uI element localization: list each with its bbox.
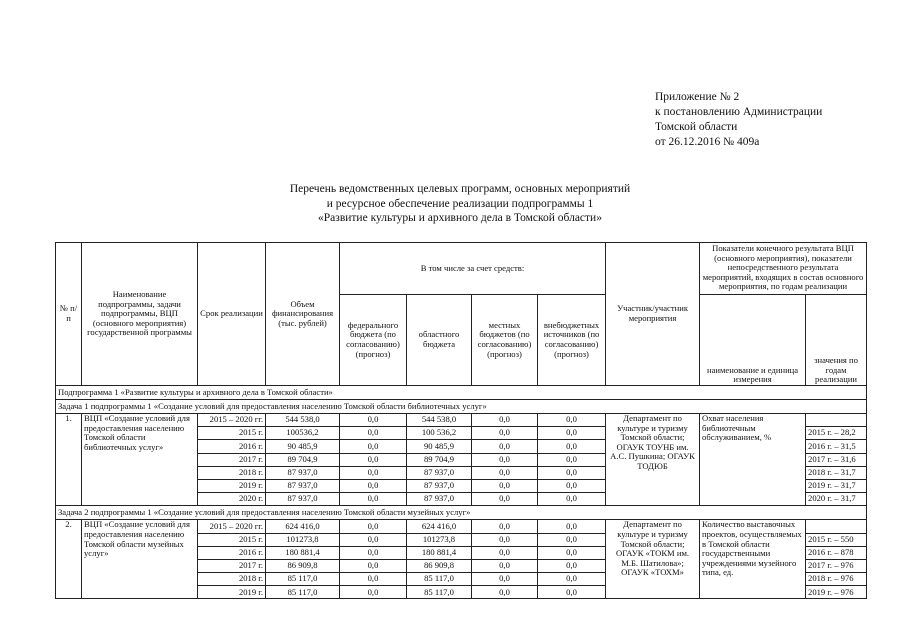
volume-cell: 85 117,0 (266, 586, 340, 599)
regional-cell: 85 117,0 (407, 573, 472, 586)
period-cell: 2020 г. (198, 493, 266, 506)
appendix-line: Приложение № 2 (655, 91, 740, 103)
volume-cell: 180 881,4 (266, 546, 340, 559)
volume-cell: 87 937,0 (266, 466, 340, 479)
local-cell: 0,0 (472, 479, 538, 492)
regional-cell: 180 881,4 (407, 546, 472, 559)
title-line: «Развитие культуры и архивного дела в Томской области» (318, 212, 602, 224)
indicator-value: 2019 г. – 31,7 (806, 479, 867, 492)
task-row (56, 400, 867, 414)
period-cell: 2018 г. (198, 573, 266, 586)
regional-cell: 87 937,0 (407, 479, 472, 492)
indicator-value: 2018 г. – 976 (806, 573, 867, 586)
extra-cell: 0,0 (538, 573, 606, 586)
header-local: местных бюджетов (по согласованию) (прогноз) (472, 295, 538, 386)
indicator-value: 2020 г. – 31,7 (806, 493, 867, 506)
indicator-value: 2018 г. – 31,7 (806, 466, 867, 479)
federal-cell: 0,0 (340, 414, 407, 427)
extra-cell: 0,0 (538, 546, 606, 559)
indicator-value: 2017 г. – 976 (806, 559, 867, 572)
volume-cell: 624 416,0 (266, 520, 340, 533)
header-participant: Участник/участник мероприятия (606, 243, 700, 386)
header-num: № п/п (56, 243, 82, 386)
volume-cell: 87 937,0 (266, 493, 340, 506)
extra-cell: 0,0 (538, 586, 606, 599)
federal-cell: 0,0 (340, 493, 407, 506)
local-cell: 0,0 (472, 546, 538, 559)
period-cell: 2019 г. (198, 586, 266, 599)
regional-cell: 90 485,9 (407, 440, 472, 453)
federal-cell: 0,0 (340, 546, 407, 559)
participant-cell: Департамент по культуре и туризму Томской области; ОГАУК ТОУНБ им. А.С. Пушкина; ОГАУК ТОДЮБ (606, 414, 700, 506)
period-cell: 2016 г. (198, 440, 266, 453)
period-cell: 2016 г. (198, 546, 266, 559)
appendix-line: от 26.12.2016 № 409а (655, 136, 760, 148)
local-cell: 0,0 (472, 414, 538, 427)
extra-cell: 0,0 (538, 440, 606, 453)
indicator-value: 2016 г. – 878 (806, 546, 867, 559)
subprogram-row (56, 386, 867, 400)
participant-cell: Департамент по культуре и туризму Томской области; ОГАУК «ТОКМ им. М.Б. Шатилова»; ОГАУК «ТОХМ» (606, 520, 700, 599)
regional-cell: 544 538,0 (407, 414, 472, 427)
extra-cell: 0,0 (538, 533, 606, 546)
table-row (56, 520, 867, 533)
task-title: Задача 1 подпрограммы 1 «Создание условий для предоставления населению Томской области библиотечных услуг» (56, 400, 867, 414)
federal-cell: 0,0 (340, 453, 407, 466)
local-cell: 0,0 (472, 533, 538, 546)
task-row (56, 506, 867, 520)
extra-cell: 0,0 (538, 493, 606, 506)
local-cell: 0,0 (472, 453, 538, 466)
table-row (56, 414, 867, 427)
extra-cell: 0,0 (538, 414, 606, 427)
regional-cell: 87 937,0 (407, 466, 472, 479)
local-cell: 0,0 (472, 573, 538, 586)
program-table (55, 242, 867, 599)
regional-cell: 86 909,8 (407, 559, 472, 572)
local-cell: 0,0 (472, 466, 538, 479)
regional-cell: 89 704,9 (407, 453, 472, 466)
period-cell: 2015 г. (198, 427, 266, 440)
extra-cell: 0,0 (538, 479, 606, 492)
regional-cell: 100 536,2 (407, 427, 472, 440)
indicator-value: 2016 г. – 31,5 (806, 440, 867, 453)
appendix-header (655, 90, 822, 150)
table-body (56, 386, 867, 599)
appendix-line: к постановлению Администрации (655, 106, 823, 118)
row-number: 1. (56, 414, 82, 506)
volume-cell: 85 117,0 (266, 573, 340, 586)
period-cell: 2015 – 2020 гг. (198, 520, 266, 533)
local-cell: 0,0 (472, 493, 538, 506)
period-cell: 2018 г. (198, 466, 266, 479)
local-cell: 0,0 (472, 586, 538, 599)
volume-cell: 544 538,0 (266, 414, 340, 427)
extra-cell: 0,0 (538, 453, 606, 466)
local-cell: 0,0 (472, 427, 538, 440)
header-ind-value: значения по годам реализации (806, 295, 867, 386)
regional-cell: 101273,8 (407, 533, 472, 546)
indicator-name: Количество выставочных проектов, осуществляемых в Томской области государственными учреждениями музейного типа, ед. (700, 520, 806, 599)
local-cell: 0,0 (472, 520, 538, 533)
federal-cell: 0,0 (340, 440, 407, 453)
extra-cell: 0,0 (538, 427, 606, 440)
federal-cell: 0,0 (340, 559, 407, 572)
volume-cell: 86 909,8 (266, 559, 340, 572)
header-volume: Объем финансирования (тыс. рублей) (266, 243, 340, 386)
title-line: Перечень ведомственных целевых программ, основных мероприятий (289, 183, 631, 195)
federal-cell: 0,0 (340, 586, 407, 599)
period-cell: 2019 г. (198, 479, 266, 492)
indicator-value: 2015 г. – 550 (806, 533, 867, 546)
header-federal: федерального бюджета (по согласованию) (прогноз) (340, 295, 407, 386)
federal-cell: 0,0 (340, 466, 407, 479)
volume-cell: 100536,2 (266, 427, 340, 440)
period-cell: 2015 – 2020 гг. (198, 414, 266, 427)
federal-cell: 0,0 (340, 479, 407, 492)
program-name: ВЦП «Создание условий для предоставления населению Томской области музейных услуг» (82, 520, 198, 599)
regional-cell: 85 117,0 (407, 586, 472, 599)
local-cell: 0,0 (472, 440, 538, 453)
volume-cell: 90 485,9 (266, 440, 340, 453)
extra-cell: 0,0 (538, 520, 606, 533)
indicator-value: 2019 г. – 976 (806, 586, 867, 599)
regional-cell: 87 937,0 (407, 493, 472, 506)
volume-cell: 87 937,0 (266, 479, 340, 492)
extra-cell: 0,0 (538, 466, 606, 479)
header-ind-name: наименование и единица измерения (700, 295, 806, 386)
indicator-value: 2017 г. – 31,6 (806, 453, 867, 466)
period-cell: 2017 г. (198, 453, 266, 466)
indicator-value (806, 520, 867, 533)
indicator-value (806, 414, 867, 427)
indicator-name: Охват населения библиотечным обслуживанием, % (700, 414, 806, 506)
task-title: Задача 2 подпрограммы 1 «Создание условий для предоставления населению Томской области музейных услуг» (56, 506, 867, 520)
header-regional: областного бюджета (407, 295, 472, 386)
federal-cell: 0,0 (340, 427, 407, 440)
regional-cell: 624 416,0 (407, 520, 472, 533)
document-title (170, 182, 750, 226)
header-term: Срок реализации (198, 243, 266, 386)
program-name: ВЦП «Создание условий для предоставления населению Томской области библиотечных услуг» (82, 414, 198, 506)
period-cell: 2015 г. (198, 533, 266, 546)
volume-cell: 101273,8 (266, 533, 340, 546)
federal-cell: 0,0 (340, 533, 407, 546)
subprogram-title: Подпрограмма 1 «Развитие культуры и архивного дела в Томской области» (56, 386, 867, 400)
local-cell: 0,0 (472, 559, 538, 572)
title-line: и ресурсное обеспечение реализации подпрограммы 1 (326, 197, 594, 210)
header-extra: внебюджетных источников (по согласованию) (прогноз) (538, 295, 606, 386)
federal-cell: 0,0 (340, 573, 407, 586)
indicator-value: 2015 г. – 28,2 (806, 427, 867, 440)
volume-cell: 89 704,9 (266, 453, 340, 466)
federal-cell: 0,0 (340, 520, 407, 533)
row-number: 2. (56, 520, 82, 599)
appendix-line: Томской области (655, 121, 738, 133)
extra-cell: 0,0 (538, 559, 606, 572)
header-incl: В том числе за счет средств: (340, 243, 606, 295)
header-indicators: Показатели конечного результата ВЦП (основного мероприятия), показатели непосредственного результата мероприятий, входящих в состав основного мероприятия, по годам реализации (700, 243, 867, 295)
period-cell: 2017 г. (198, 559, 266, 572)
header-name: Наименование подпрограммы, задачи подпрограммы, ВЦП (основного мероприятия) государственной программы (82, 243, 198, 386)
